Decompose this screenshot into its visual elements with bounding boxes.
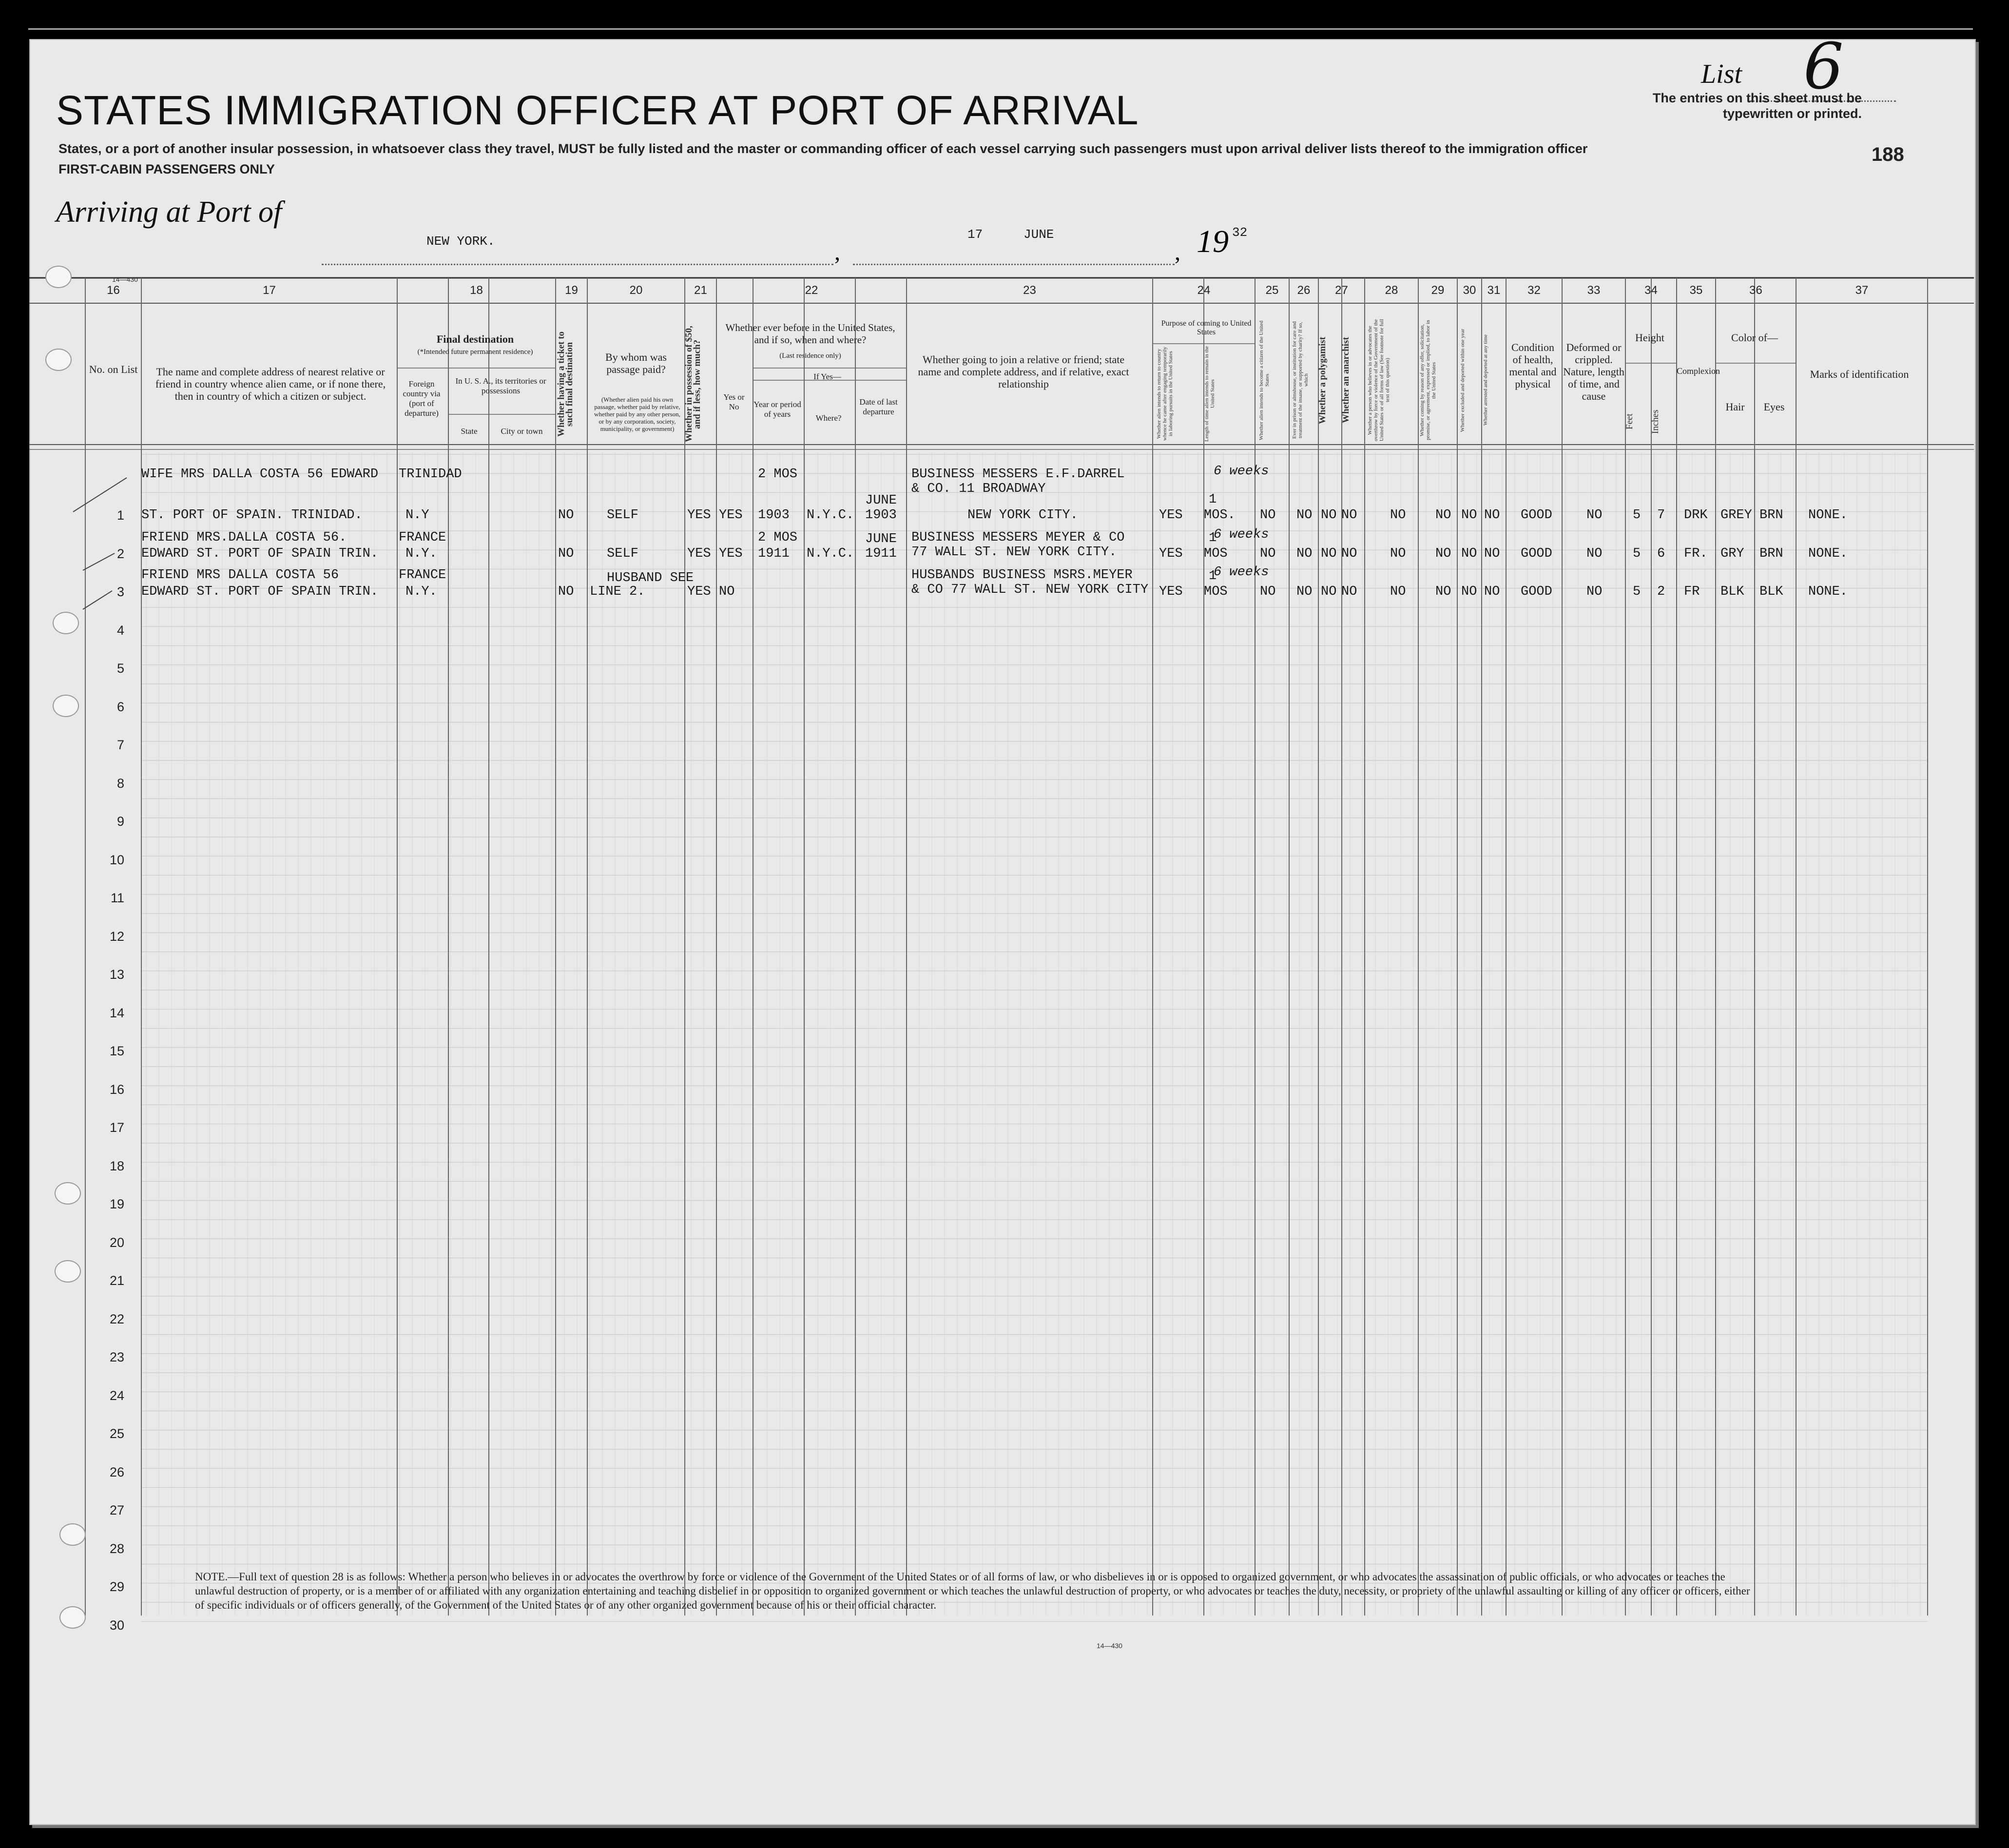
passage-paid-by: SELF xyxy=(607,508,638,523)
header-last-departure: Date of last departure xyxy=(859,397,898,416)
instructions-text: States, or a port of another insular possession, in whatsoever class they travel, MUST be fully listed and the master or commanding officer of each vessel carrying such passengers must upon arrival deliver lists thereof to the immigration officer xyxy=(58,141,1588,156)
column-number-21: 21 xyxy=(694,284,707,297)
offer-value: NO xyxy=(1435,546,1451,561)
destination-state: N.Y. xyxy=(406,546,437,561)
header-polygamist: Whether a polygamist xyxy=(1317,336,1328,424)
deported-value: NO xyxy=(1484,584,1500,599)
relative-address-line2: EDWARD ST. PORT OF SPAIN TRIN. xyxy=(141,546,379,561)
where-visited: N.Y.C. xyxy=(807,508,854,523)
departure-year: 1903 xyxy=(865,508,897,523)
row-number: 8 xyxy=(116,776,124,791)
column-number-17: 17 xyxy=(263,284,276,297)
header-marks: Marks of identification xyxy=(1810,368,1909,380)
binder-hole xyxy=(55,1182,81,1205)
binder-hole xyxy=(45,349,72,371)
header-eyes: Eyes xyxy=(1763,401,1785,413)
header-final-destination: Final destination xyxy=(436,333,514,345)
complexion-value: FR. xyxy=(1684,546,1708,561)
column-number-37: 37 xyxy=(1855,284,1869,297)
header-relative-address: The name and complete address of nearest relative or friend in country whence alien came, or if none there, then in country of which a citizen or subject. xyxy=(155,366,386,402)
return-intent: YES xyxy=(1159,508,1183,523)
month-value: JUNE xyxy=(1024,227,1054,242)
polygamist-value: NO xyxy=(1321,546,1337,561)
row-number: 27 xyxy=(109,1503,124,1517)
complexion-value: DRK xyxy=(1684,508,1708,523)
row-number: 22 xyxy=(109,1311,124,1326)
footnote: NOTE.—Full text of question 28 is as follows: Whether a person who believes in or advocates the overthrow by force or violence of the Government of the United States or of all forms of law, or who disbelieves in or is opposed to organized government, or who advocates the assassination of public officials, or who advocates or teaches the unlawful destruction of property, or is a member of or affiliated with any organization entertaining and teaching disbelief in or opposition to organized government or which teaches the unlawful destruction of property, or who advocates or teaches the duty, necessity, or propriety of the unlawful assaulting or killing of any officer or officers, either of specific individuals or of officers generally, of the Government of the United States or of any other organized government because of his or their official character. xyxy=(195,1571,1750,1611)
header-ticket: Whether having a ticket to such final destination xyxy=(556,331,575,437)
header-hair: Hair xyxy=(1725,401,1745,413)
ticket-value: NO xyxy=(558,546,574,561)
excluded-value: NO xyxy=(1461,546,1477,561)
binder-hole xyxy=(53,695,79,717)
citizen-intent: NO xyxy=(1260,546,1276,561)
header-deformed: Deformed or crippled. Nature, length of time, and cause xyxy=(1563,341,1624,402)
header-fifty-dollars: Whether in possession of $50, and if less, how much? xyxy=(684,326,702,443)
sheet-number: 188 xyxy=(1872,144,1904,165)
page-title: STATES IMMIGRATION OFFICER AT PORT OF ARRIVAL xyxy=(56,87,1139,133)
year-suffix: 32 xyxy=(1232,225,1248,240)
handwritten-length-note: 6 weeks xyxy=(1214,464,1269,479)
list-number: 6 xyxy=(1803,29,1844,103)
relative-name-line1: FRIEND MRS.DALLA COSTA 56. xyxy=(141,530,347,545)
overthrow-value: NO xyxy=(1390,584,1406,599)
polygamist-value: NO xyxy=(1321,508,1337,523)
header-purpose: Purpose of coming to United States xyxy=(1161,319,1252,336)
eye-color: BRN xyxy=(1759,508,1783,523)
join-line2: & CO. 11 BROADWAY xyxy=(911,482,1046,496)
period-top: 2 MOS xyxy=(758,530,798,545)
relative-address-line2: EDWARD ST. PORT OF SPAIN TRIN. xyxy=(141,584,379,599)
arriving-label: Arriving at Port of xyxy=(56,195,282,229)
column-number-20: 20 xyxy=(629,284,643,297)
anarchist-value: NO xyxy=(1341,546,1357,561)
year-of-visit: 1911 xyxy=(758,546,790,561)
handwritten-length-note: 6 weeks xyxy=(1214,565,1269,580)
row-number: 21 xyxy=(109,1273,124,1288)
header-overthrow: Whether a person who believes in or advocates the overthrow by force or violence of the Government of the United States or of all forms of law (See footnote for full text of this question) xyxy=(1367,319,1391,442)
return-intent: YES xyxy=(1159,546,1183,561)
column-number-25: 25 xyxy=(1265,284,1279,297)
complexion-value: FR xyxy=(1684,584,1700,599)
length-of-stay: MOS xyxy=(1204,546,1228,561)
comma-1: , xyxy=(834,239,840,265)
excluded-value: NO xyxy=(1461,508,1477,523)
header-last-residence: (Last residence only) xyxy=(779,352,841,360)
ever-before: YES xyxy=(719,546,743,561)
row-number: 12 xyxy=(109,929,124,944)
column-number-16: 16 xyxy=(107,284,120,297)
departure-month: JUNE xyxy=(865,493,897,508)
column-number-18: 18 xyxy=(470,284,483,297)
fifty-dollars: YES xyxy=(687,546,711,561)
join-line2: & CO 77 WALL ST. NEW YORK CITY xyxy=(911,583,1149,597)
row-number: 3 xyxy=(116,584,124,599)
passage-paid-by: SELF xyxy=(607,546,638,561)
prison-value: NO xyxy=(1296,508,1313,523)
join-line2: 77 WALL ST. NEW YORK CITY. xyxy=(911,545,1117,560)
deported-value: NO xyxy=(1484,546,1500,561)
height-feet: 5 xyxy=(1633,546,1641,561)
row-number: 28 xyxy=(109,1541,124,1556)
row-number: 9 xyxy=(116,814,124,829)
header-excluded: Whether excluded and deported within one year xyxy=(1460,329,1466,432)
anarchist-value: NO xyxy=(1341,508,1357,523)
header-state: State xyxy=(461,427,478,436)
height-feet: 5 xyxy=(1633,584,1641,599)
departure-year: 1911 xyxy=(865,546,897,561)
row-number: 6 xyxy=(116,699,124,714)
header-yes-or-no: Yes or No xyxy=(723,392,745,411)
header-health: Condition of health, mental and physical xyxy=(1509,341,1557,390)
header-deported: Whether arrested and deported at any time xyxy=(1483,334,1488,426)
relative-name-line1: FRIEND MRS DALLA COSTA 56 xyxy=(141,568,339,583)
ever-before: NO xyxy=(719,584,735,599)
destination-state: N.Y xyxy=(406,508,429,523)
foreign-country: TRINIDAD xyxy=(399,467,462,482)
row-number: 18 xyxy=(109,1158,124,1173)
row-number: 13 xyxy=(109,967,124,982)
column-number-31: 31 xyxy=(1487,284,1501,297)
overthrow-value: NO xyxy=(1390,508,1406,523)
header-city: City or town xyxy=(501,427,543,436)
passage-paid-by: HUSBAND SEE xyxy=(607,571,694,585)
footer-code: 14—430 xyxy=(1097,1642,1122,1650)
foreign-country: FRANCE xyxy=(399,530,446,545)
handwritten-length-note: 6 weeks xyxy=(1214,527,1269,542)
row-number: 15 xyxy=(109,1044,124,1058)
header-inches: Inches xyxy=(1650,409,1661,434)
citizen-intent: NO xyxy=(1260,508,1276,523)
column-number-32: 32 xyxy=(1527,284,1541,297)
column-number-23: 23 xyxy=(1023,284,1036,297)
identification-marks: NONE. xyxy=(1808,546,1848,561)
offer-value: NO xyxy=(1435,508,1451,523)
citizen-intent: NO xyxy=(1260,584,1276,599)
header-complexion: Complexion xyxy=(1677,366,1720,376)
year-of-visit: 1903 xyxy=(758,508,790,523)
row-number: 14 xyxy=(109,1005,124,1020)
column-number-19: 19 xyxy=(565,284,578,297)
row-number: 4 xyxy=(116,622,124,638)
header-passage-paid-sub: (Whether alien paid his own passage, whether paid by relative, whether paid by any other person, or by any corporation, society, municipality, or government) xyxy=(594,396,680,432)
check-mark xyxy=(73,478,127,512)
header-color: Color of— xyxy=(1731,331,1778,344)
column-number-30: 30 xyxy=(1463,284,1476,297)
row-number: 2 xyxy=(116,546,124,561)
height-inches: 6 xyxy=(1657,546,1665,561)
header-anarchist: Whether an anarchist xyxy=(1341,337,1351,424)
hair-color: GREY xyxy=(1720,508,1752,523)
binder-hole xyxy=(53,612,79,634)
period-top: 2 MOS xyxy=(758,467,798,482)
destination-state: N.Y. xyxy=(406,584,437,599)
year-prefix: 19 xyxy=(1197,224,1229,259)
row-number: 1 xyxy=(116,508,124,523)
fifty-dollars: YES xyxy=(687,508,711,523)
identification-marks: NONE. xyxy=(1808,508,1848,523)
comma-2: , xyxy=(1175,239,1180,265)
typewrite-note: The entries on this sheet must be typewritten or printed. xyxy=(1652,91,1862,121)
join-line1: BUSINESS MESSERS MEYER & CO xyxy=(911,530,1125,545)
header-prison: Ever in prison or almshouse, or institution for care and treatment of the insane, or supported by charity? If so, which xyxy=(1292,321,1309,439)
port-underline xyxy=(322,263,833,265)
row-number: 30 xyxy=(109,1617,124,1633)
column-number-36: 36 xyxy=(1749,284,1762,297)
eye-color: BRN xyxy=(1759,546,1783,561)
column-number-24: 24 xyxy=(1197,284,1211,297)
header-where: Where? xyxy=(815,413,842,423)
where-visited: N.Y.C. xyxy=(807,546,854,561)
join-line1: HUSBANDS BUSINESS MSRS.MEYER xyxy=(911,568,1133,583)
header-foreign-country: Foreign country via (port of departure) xyxy=(403,379,441,418)
column-number-28: 28 xyxy=(1385,284,1398,297)
overthrow-value: NO xyxy=(1390,546,1406,561)
height-inches: 7 xyxy=(1657,508,1665,523)
excluded-value: NO xyxy=(1461,584,1477,599)
header-join-relative: Whether going to join a relative or friend; state name and complete address, and if relative, exact relationship xyxy=(918,353,1129,390)
eye-color: BLK xyxy=(1759,584,1783,599)
relative-name-line1: WIFE MRS DALLA COSTA 56 EDWARD xyxy=(141,467,379,482)
ticket-value: NO xyxy=(558,508,574,523)
header-final-destination-sub: (*Intended future permanent residence) xyxy=(417,348,533,356)
row-number: 10 xyxy=(109,852,124,867)
column-number-34: 34 xyxy=(1644,284,1658,297)
deformed-value: NO xyxy=(1586,508,1603,523)
binder-hole xyxy=(59,1606,86,1629)
binder-hole xyxy=(55,1260,81,1283)
hair-color: BLK xyxy=(1720,584,1744,599)
column-number-29: 29 xyxy=(1431,284,1445,297)
row-number: 26 xyxy=(109,1464,124,1479)
class-line: FIRST-CABIN PASSENGERS ONLY xyxy=(58,162,275,176)
prison-value: NO xyxy=(1296,546,1313,561)
header-feet: Feet xyxy=(1624,413,1635,430)
relative-address-line2: ST. PORT OF SPAIN. TRINIDAD. xyxy=(141,508,363,523)
join-line3: NEW YORK CITY. xyxy=(967,508,1078,523)
header-offer: Whether coming by reason of any offer, solicitation, promise, or agreement, expressed or implied, to labor in the United States xyxy=(1419,320,1437,441)
length-of-stay: MOS. xyxy=(1204,508,1236,523)
header-if-yes: If Yes— xyxy=(813,372,841,381)
offer-value: NO xyxy=(1435,584,1451,599)
row-number: 23 xyxy=(109,1350,124,1364)
anarchist-value: NO xyxy=(1341,584,1357,599)
row-number: 24 xyxy=(109,1388,124,1403)
header-no-on-list: No. on List xyxy=(89,363,138,375)
fifty-dollars: YES xyxy=(687,584,711,599)
header-height: Height xyxy=(1635,331,1664,344)
port-value: NEW YORK. xyxy=(426,234,495,249)
return-intent: YES xyxy=(1159,584,1183,599)
height-inches: 2 xyxy=(1657,584,1665,599)
length-top: 1 xyxy=(1209,530,1217,545)
length-of-stay: MOS xyxy=(1204,584,1228,599)
deported-value: NO xyxy=(1484,508,1500,523)
header-return-intent: Whether alien intends to return to country whence he came after engaging temporarily in laboring pursuits in the United States xyxy=(1156,347,1174,441)
column-number-27: 27 xyxy=(1335,284,1348,297)
polygamist-value: NO xyxy=(1321,584,1337,599)
column-number-22: 22 xyxy=(805,284,818,297)
row-number: 17 xyxy=(109,1120,124,1135)
ticket-value: NO xyxy=(558,584,574,599)
identification-marks: NONE. xyxy=(1808,584,1848,599)
passage-paid-by-cont: LINE 2. xyxy=(590,584,645,599)
date-underline xyxy=(853,263,1175,265)
deformed-value: NO xyxy=(1586,584,1603,599)
length-top: 1 xyxy=(1209,492,1217,507)
row-number: 20 xyxy=(109,1235,124,1250)
column-number-33: 33 xyxy=(1587,284,1601,297)
row-number: 5 xyxy=(116,661,124,676)
health-value: GOOD xyxy=(1521,584,1552,599)
join-line1: BUSINESS MESSERS E.F.DARREL xyxy=(911,467,1125,482)
list-label: List xyxy=(1701,59,1742,89)
header-passage-paid: By whom was passage paid? xyxy=(605,351,667,375)
row-number: 11 xyxy=(110,891,124,905)
row-number: 29 xyxy=(109,1579,124,1594)
ever-before: YES xyxy=(719,508,743,523)
row-number: 19 xyxy=(109,1197,124,1211)
form-code: 14—430 xyxy=(112,275,138,283)
header-usa: In U. S. A., its territories or possessions xyxy=(455,376,546,395)
header-length-of-stay: Length of time alien intends to remain in the United States xyxy=(1204,346,1216,442)
row-number: 25 xyxy=(109,1426,124,1441)
header-year: Year or period of years xyxy=(753,400,801,419)
length-top: 1 xyxy=(1209,569,1217,584)
binder-hole xyxy=(45,266,72,288)
foreign-country: FRANCE xyxy=(399,568,446,583)
header-ever-before: Whether ever before in the United States, and if so, when and where? xyxy=(725,322,895,346)
column-number-26: 26 xyxy=(1297,284,1311,297)
column-number-35: 35 xyxy=(1689,284,1703,297)
deformed-value: NO xyxy=(1586,546,1603,561)
prison-value: NO xyxy=(1296,584,1313,599)
height-feet: 5 xyxy=(1633,508,1641,523)
departure-month: JUNE xyxy=(865,531,897,546)
row-number: 7 xyxy=(116,738,124,752)
binder-hole xyxy=(59,1523,86,1546)
row-number: 16 xyxy=(109,1082,124,1097)
health-value: GOOD xyxy=(1521,508,1552,523)
hair-color: GRY xyxy=(1720,546,1744,561)
day-value: 17 xyxy=(967,227,983,242)
health-value: GOOD xyxy=(1521,546,1552,561)
header-citizen: Whether alien intends to become a citizen of the United States xyxy=(1258,320,1270,440)
